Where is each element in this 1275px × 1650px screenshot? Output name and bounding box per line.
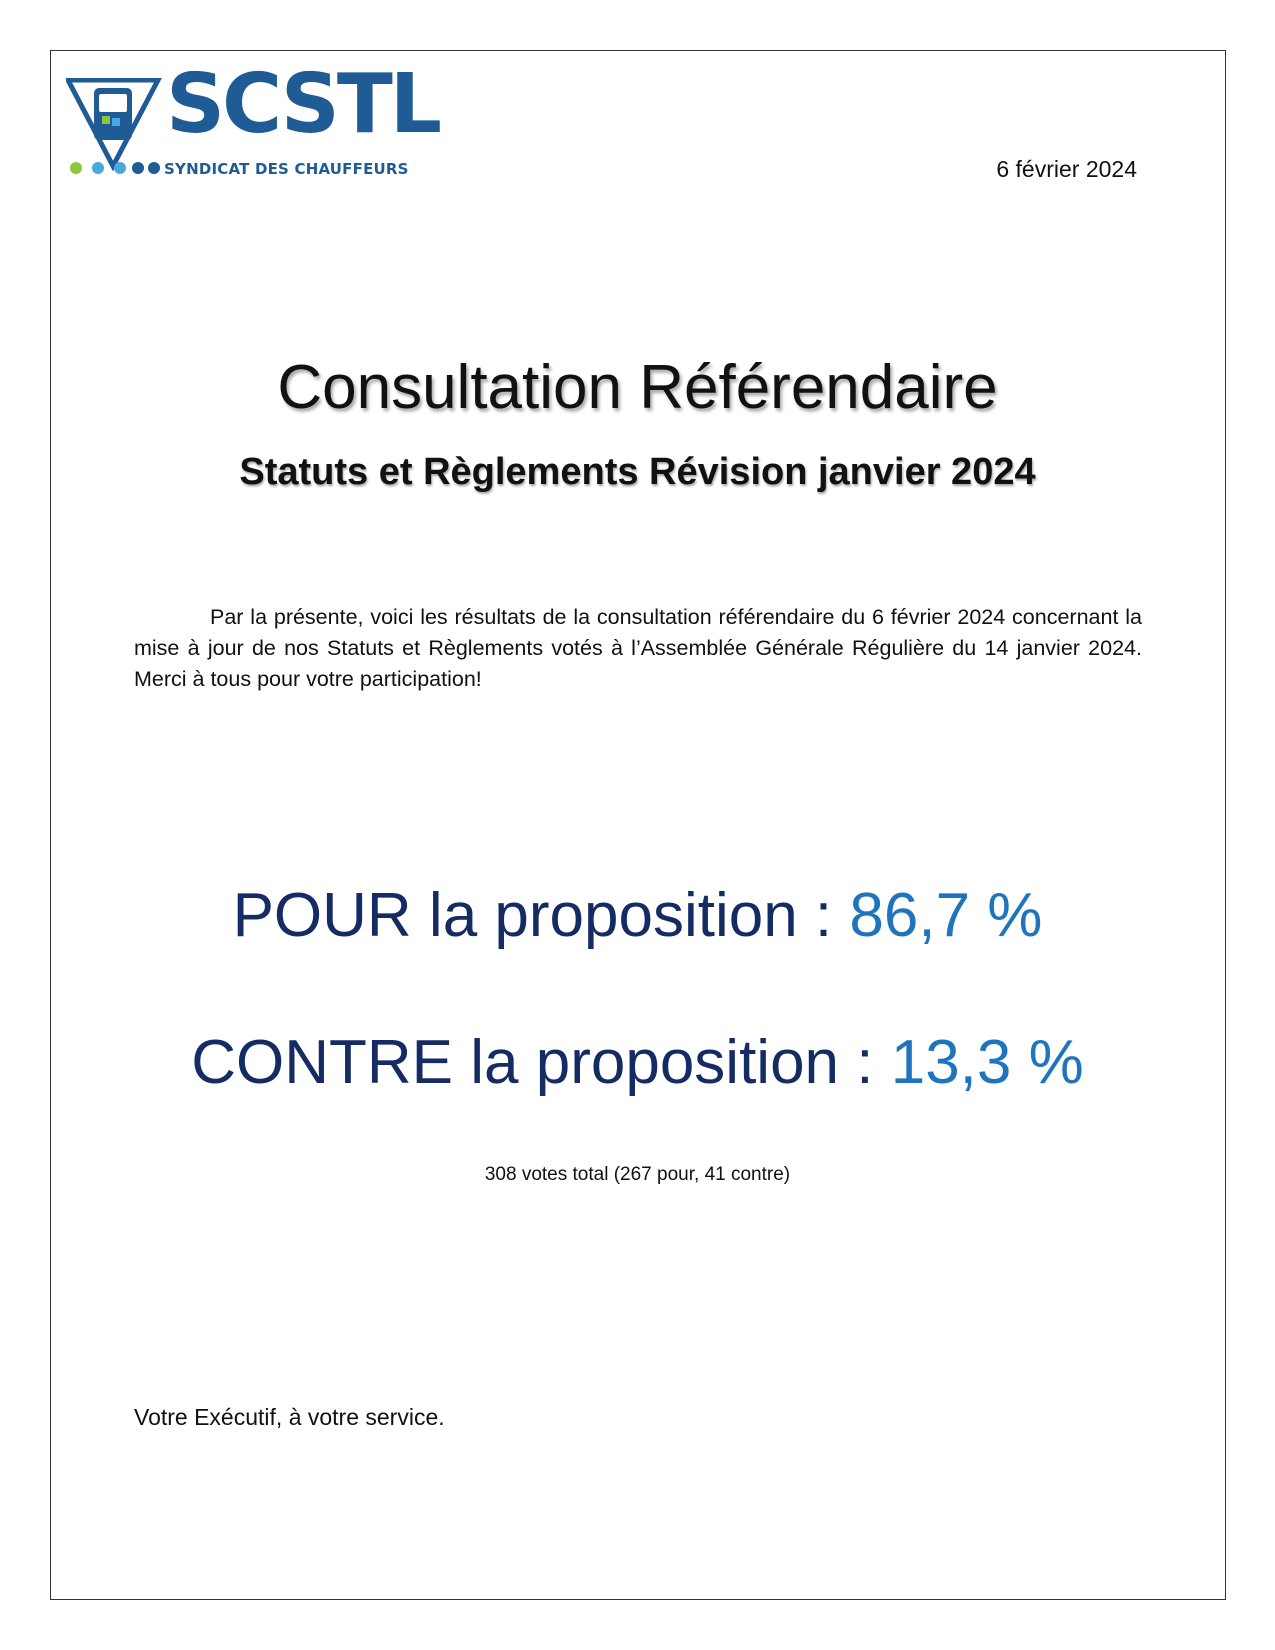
vote-total: 308 votes total (267 pour, 41 contre)	[484, 1164, 791, 1185]
result-contre	[0, 1027, 1275, 1098]
result-pour-percent: 86,7 %	[849, 881, 1043, 950]
result-contre-percent: 13,3 %	[890, 1028, 1084, 1097]
result-contre-label: CONTRE la proposition :	[191, 1028, 891, 1097]
logo-wordmark: SCSTL	[166, 57, 440, 152]
signoff: Votre Exécutif, à votre service.	[134, 1404, 445, 1430]
document-date: 6 février 2024	[996, 156, 1137, 182]
logo-tagline: SYNDICAT DES CHAUFFEURS	[164, 160, 409, 178]
result-pour-label: POUR la proposition :	[232, 881, 850, 950]
page-title: Consultation Référendaire	[277, 353, 998, 422]
result-pour	[0, 880, 1275, 951]
bus-triangle-icon	[66, 78, 176, 178]
page-subtitle: Statuts et Règlements Révision janvier 2024	[239, 451, 1036, 493]
scstl-logo	[66, 57, 440, 178]
intro-paragraph: Par la présente, voici les résultats de la consultation référendaire du 6 février 2024 concernant la mise à jour de nos Statuts et Règlements votés à l’Assemblée Générale Régulière du 14 janvier 2024. Merci à tous pour votre participation!	[134, 605, 1142, 691]
page-border	[50, 50, 1226, 1600]
